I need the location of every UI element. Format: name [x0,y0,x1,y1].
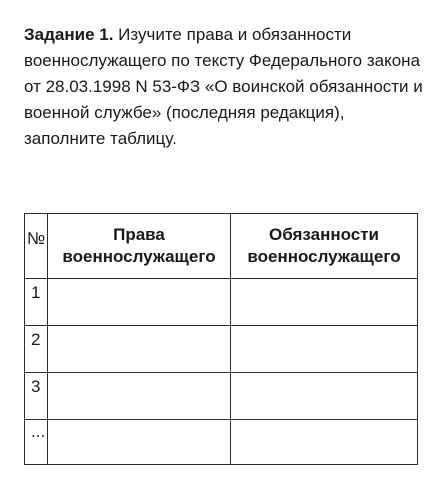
table-row [25,326,418,373]
rights-cell[interactable] [48,326,231,373]
duties-cell[interactable] [231,326,418,373]
rights-cell[interactable] [48,420,231,465]
header-rights: Права военнослужащего [48,214,231,279]
table-row [25,420,418,465]
duties-cell[interactable] [231,420,418,465]
rights-cell[interactable] [48,373,231,420]
task-text: Изучите права и обязанности военнослужащего по тексту Федерального закона от 28.03.1998 N 53-ФЗ «О воинской обязанности и военной службе» (последняя редакция), заполните таблицу. [24,25,423,148]
row-number: 1 [25,279,48,326]
task-paragraph [24,22,424,152]
duties-cell[interactable] [231,373,418,420]
row-number: 3 [25,373,48,420]
row-number: 2 [25,326,48,373]
header-duties: Обязанности военнослужащего [231,214,418,279]
rights-cell[interactable] [48,279,231,326]
duties-cell[interactable] [231,279,418,326]
row-number: ... [25,420,48,465]
table-row [25,279,418,326]
table-row [25,373,418,420]
task-label: Задание 1. [24,25,114,44]
answer-table [24,213,418,465]
header-number: № [25,214,48,279]
table-header-row [25,214,418,279]
